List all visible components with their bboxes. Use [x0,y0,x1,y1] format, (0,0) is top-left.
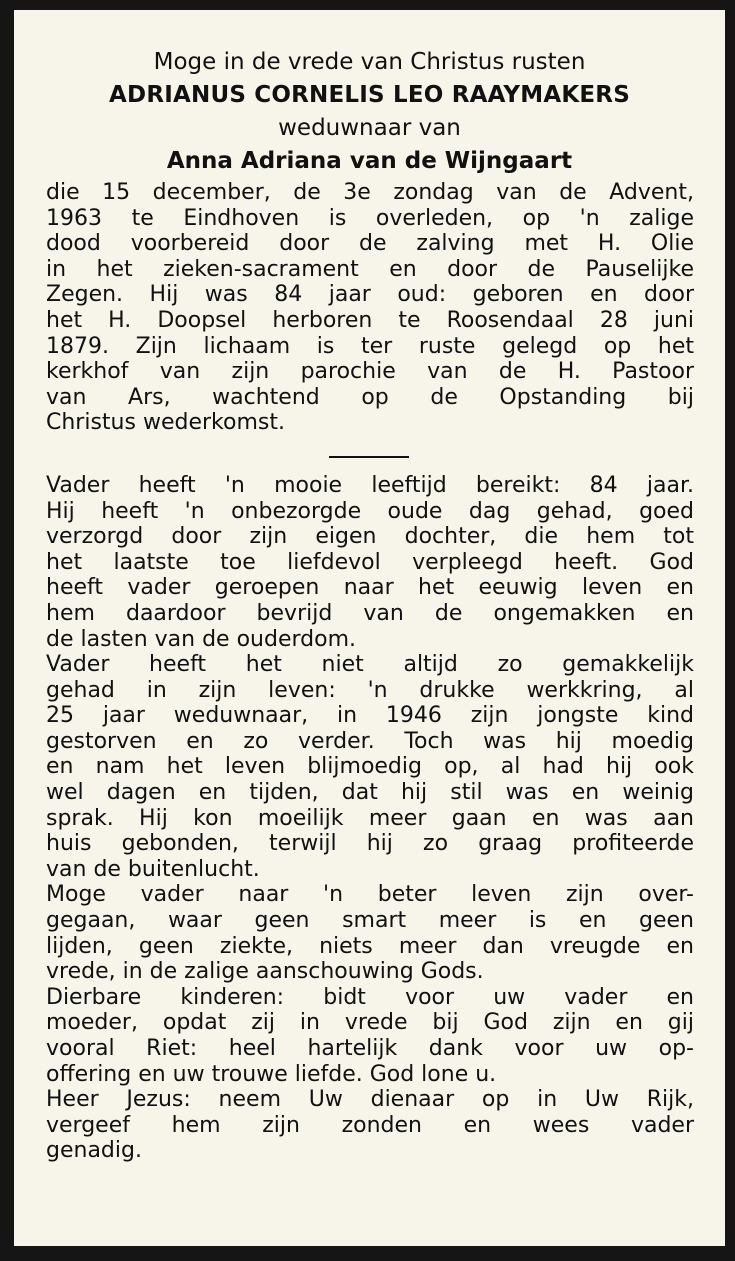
memorial-card [14,10,725,1246]
text-line: het laatste toe liefdevol verpleegd heeft. God [46,549,694,575]
text-line: van Ars, wachtend op de Opstanding bij [46,384,694,410]
text-line: heeft vader geroepen naar het eeuwig leven en [46,575,694,601]
text-line: gegaan, waar geen smart meer is en geen [46,908,694,934]
text-line: het H. Doopsel herboren te Roosendaal 28 juni [46,307,694,333]
text-line: 1963 te Eindhoven is overleden, op 'n zalige [46,205,694,231]
deceased-name: ADRIANUS CORNELIS LEO RAAYMAKERS [109,82,630,108]
text-line: in het zieken-sacrament en door de Pauselijke [46,256,694,282]
text-line: gehad in zijn leven: 'n drukke werkkring, al [46,677,694,703]
text-line: en nam het leven blijmoedig op, al had hij ook [46,754,694,780]
text-line: verzorgd door zijn eigen dochter, die hem tot [46,524,694,550]
text-line: de lasten van de ouderdom. [46,626,356,652]
text-line: Vader heeft 'n mooie leeftijd bereikt: 84 jaar. [46,472,694,498]
text-line: Christus wederkomst. [46,410,285,436]
text-line: Moge vader naar 'n beter leven zijn over- [46,882,694,908]
text-line: genadig. [46,1138,142,1164]
tribute-paragraph [46,473,694,1164]
spouse-name: Anna Adriana van de Wijngaart [166,148,573,174]
text-line: vergeef hem zijn zonden en wees vader [46,1112,694,1138]
text-line: hem daardoor bevrijd van de ongemakken en [46,600,694,626]
text-line: offering en uw trouwe liefde. God lone u. [46,1061,497,1087]
card-header [14,46,725,178]
text-line: sprak. Hij kon moeilijk meer gaan en was aan [46,805,694,831]
text-line: gestorven en zo verder. Toch was hij moedig [46,728,694,754]
divider-rule [329,456,409,458]
text-line: vooral Riet: heel hartelijk dank voor uw op- [46,1036,694,1061]
opening-line: Moge in de vrede van Christus rusten [153,49,586,75]
text-line: dood voorbereid door de zalving met H. Olie [46,231,694,257]
text-line: van de buitenlucht. [46,856,260,882]
text-line: wel dagen en tijden, dat hij stil was en weinig [46,780,694,806]
text-line: Zegen. Hij was 84 jaar oud: geboren en door [46,282,694,308]
death-notice-paragraph [46,180,694,436]
text-line: Heer Jezus: neem Uw dienaar op in Uw Rijk, [46,1087,694,1113]
text-line: 25 jaar weduwnaar, in 1946 zijn jongste kind [46,703,694,729]
text-line: 1879. Zijn lichaam is ter ruste gelegd op het [46,333,694,359]
text-line: vrede, in de zalige aanschouwing Gods. [46,959,484,985]
text-line: huis gebonden, terwijl hij zo graag profiteerde [46,831,694,857]
relation-line: weduwnaar van [278,115,461,141]
text-line: Dierbare kinderen: bidt voor uw vader en [46,984,694,1010]
text-line: Hij heeft 'n onbezorgde oude dag gehad, goed [46,498,694,524]
text-line: moeder, opdat zij in vrede bij God zijn en gij [46,1010,694,1036]
text-line: lijden, geen ziekte, niets meer dan vreugde en [46,933,694,959]
text-line: Vader heeft het niet altijd zo gemakkelijk [46,652,694,678]
text-line: die 15 december, de 3e zondag van de Advent, [46,180,694,205]
text-line: kerkhof van zijn parochie van de H. Pastoor [46,359,694,385]
